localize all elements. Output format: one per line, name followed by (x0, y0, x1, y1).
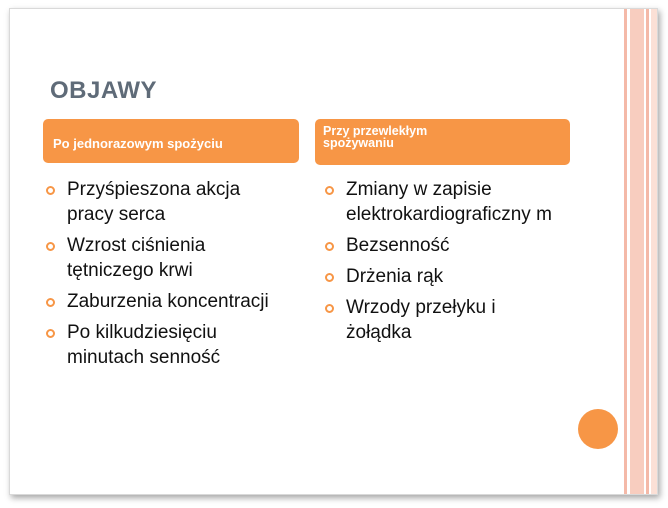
list-item: Bezsenność (323, 233, 555, 258)
list-item: Wrzody przełyku i żołądka (323, 295, 555, 345)
bullet-icon (325, 186, 334, 195)
bullet-icon (46, 242, 55, 251)
list-item: Po kilkudziesięciu minutach senność (44, 320, 284, 370)
right-column-header (315, 119, 570, 165)
slide (9, 8, 658, 495)
decor-stripe (630, 9, 644, 494)
list-item: Zmiany w zapisie elektrokardiograficzny m (323, 177, 555, 227)
decor-stripe (646, 9, 649, 494)
left-bullet-list (44, 177, 284, 376)
list-item: Przyśpieszona akcja pracy serca (44, 177, 284, 227)
bullet-icon (325, 304, 334, 313)
left-column-header: Po jednorazowym spożyciu (43, 119, 299, 163)
decor-stripe (624, 9, 627, 494)
bullet-icon (46, 298, 55, 307)
list-item: Wzrost ciśnienia tętniczego krwi (44, 233, 284, 283)
bullet-icon (325, 273, 334, 282)
right-bullet-list (323, 177, 555, 351)
decor-circle (578, 409, 618, 449)
bullet-icon (46, 329, 55, 338)
bullet-icon (46, 186, 55, 195)
decor-stripe (651, 9, 657, 494)
list-item: Zaburzenia koncentracji (44, 289, 284, 314)
bullet-icon (325, 242, 334, 251)
list-item: Drżenia rąk (323, 264, 555, 289)
slide-title: OBJAWY (50, 77, 158, 104)
right-header-line2: spożywaniu (323, 136, 394, 150)
right-header-line1: Przy przewlekłym (323, 124, 428, 138)
